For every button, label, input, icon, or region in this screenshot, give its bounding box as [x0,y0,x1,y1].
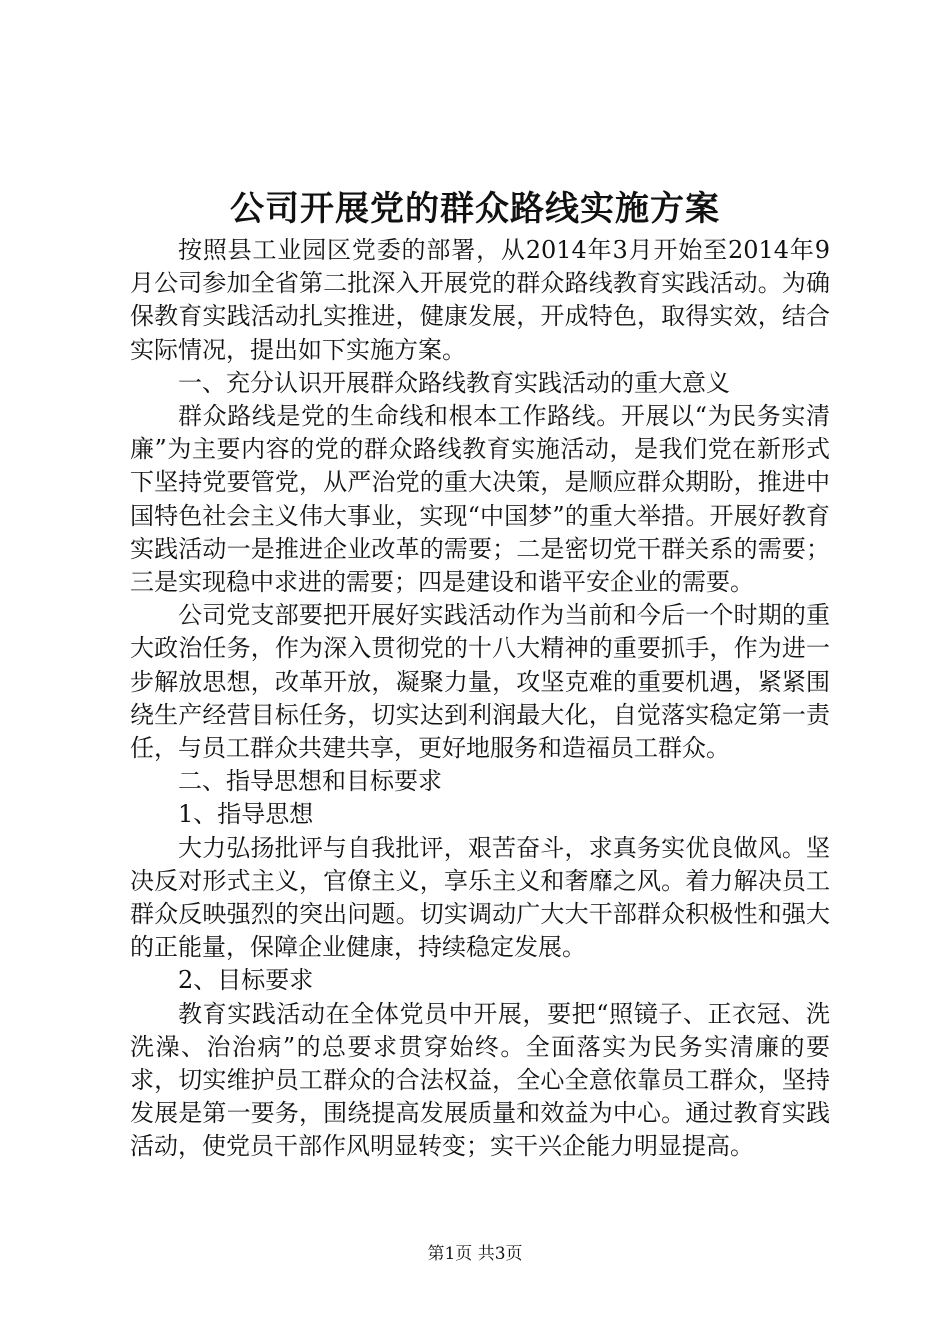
paragraph-significance: 群众路线是党的生命线和根本工作路线。开展以“为民务实清廉”为主要内容的党的群众路线教育实施活动，是我们党在新形式下坚持党要管党，从严治党的重大决策，是顺应群众期盼，推进中国特色社会主义伟大事业，实现“中国梦”的重大举措。开展好教育实践活动一是推进企业改革的需要；二是密切党干群关系的需要；三是实现稳中求进的需要；四是建设和谐平安企业的需要。 [130,402,830,597]
heading-section-1: 一、充分认识开展群众路线教育实践活动的重大意义 [178,368,730,397]
heading-section-2: 二、指导思想和目标要求 [178,767,442,796]
paragraph-guiding-ideology: 大力弘扬批评与自我批评，艰苦奋斗，求真务实优良做风。坚决反对形式主义，官僚主义，享乐主义和奢靡之风。着力解决员工群众反映强烈的突出问题。切实调动广大大干部群众积极性和强大的正能量，保障企业健康，持续稳定发展。 [130,833,830,962]
page-footer: 第1页 共3页 [427,1244,523,1264]
heading-goals: 2、目标要求 [178,966,314,995]
paragraph-goals: 教育实践活动在全体党员中开展，要把“照镜子、正衣冠、洗洗澡、治治病”的总要求贯穿始终。全面落实为民务实清廉的要求，切实维护员工群众的合法权益，全心全意依靠员工群众，坚持发展是第一要务，围绕提高发展质量和效益为中心。通过教育实践活动，使党员干部作风明显转变；实干兴企能力明显提高。 [130,999,830,1161]
document-body [130,234,830,1164]
paragraph-intro: 按照县工业园区党委的部署，从2014年3月开始至2014年9月公司参加全省第二批深入开展党的群众路线教育实践活动。为确保教育实践活动扎实推进，健康发展，开成特色，取得实效，结合实际情况，提出如下实施方案。 [130,236,830,364]
paragraph-party-branch: 公司党支部要把开展好实践活动作为当前和今后一个时期的重大政治任务，作为深入贯彻党的十八大精神的重要抓手，作为进一步解放思想，改革开放，凝聚力量，攻坚克难的重要机遇，紧紧围绕生产经营目标任务，切实达到利润最大化，自觉落实稳定第一责任，与员工群众共建共享，更好地服务和造福员工群众。 [130,601,830,763]
document-title: 公司开展党的群众路线实施方案 [230,189,720,229]
heading-guiding-ideology: 1、指导思想 [178,800,314,829]
